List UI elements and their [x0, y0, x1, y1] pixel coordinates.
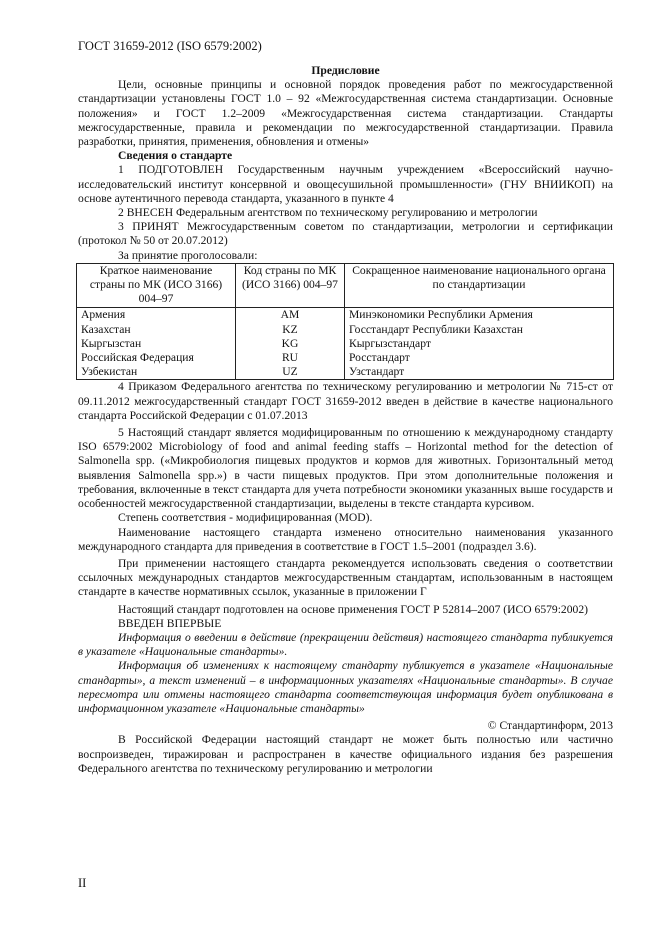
table-row — [77, 351, 614, 365]
item-1: 1 ПОДГОТОВЛЕН Государственным научным учреждением «Всероссийский научно-исследовательский институт консервной и овощесушильной промышленности» (ГНУ ВНИИКОП) на основе аутентичного перевода стандарта, указанного в пункте 4 — [78, 163, 613, 205]
copyright: © Стандартинформ, 2013 — [487, 719, 613, 733]
body-cell: Минэкономики Республики Армения — [345, 308, 614, 323]
conformity-degree: Степень соответствия - модифицированная (MOD). — [118, 511, 373, 525]
rights-notice: В Российской Федерации настоящий стандарт не может быть полностью или частично воспроизведен, тиражирован и распространен в качестве официального издания без разрешения Федерального агентства по техническому регулированию и метрологии — [78, 733, 613, 775]
info-changes: Информация об изменениях к настоящему стандарту публикуется в указателе «Национальные стандарты», а текст изменений – в информационных указателях «Национальные стандарты». В случае пересмотра или отмены настоящего стандарта соответствующая информация будет опубликована в информационном указателе «Национальные стандарты» — [78, 659, 613, 715]
body-cell: Узстандарт — [345, 365, 614, 380]
country-cell: Узбекистан — [77, 365, 236, 380]
page-content — [78, 64, 613, 776]
page-title: Предисловие — [311, 64, 380, 77]
references-note: При применении настоящего стандарта рекомендуется использовать сведения о соответствии ссылочных международных стандартов межгосударственным стандартам, использованным в настоящем стандарте в качестве нормативных ссылок, указанные в приложении Г — [78, 556, 613, 599]
table-header-row — [77, 263, 614, 308]
section-subtitle: Сведения о стандарте — [118, 149, 233, 163]
document-header: ГОСТ 31659-2012 (ISO 6579:2002) — [78, 39, 262, 53]
votes-label: За принятие проголосовали: — [118, 248, 258, 262]
introduced-first: ВВЕДЕН ВПЕРВЫЕ — [118, 616, 222, 630]
code-cell: RU — [236, 351, 345, 365]
table-row — [77, 308, 614, 323]
code-cell: KZ — [236, 323, 345, 337]
table-row — [77, 365, 614, 380]
country-cell: Армения — [77, 308, 236, 323]
code-cell: AM — [236, 308, 345, 323]
voting-table — [76, 263, 614, 381]
page-number: II — [78, 876, 87, 890]
code-cell: KG — [236, 337, 345, 351]
item-3: 3 ПРИНЯТ Межгосударственным советом по стандартизации, метрологии и сертификации (протокол № 50 от 20.07.2012) — [78, 220, 613, 248]
item-5: 5 Настоящий стандарт является модифицированным по отношению к международному стандарту ISO 6579:2002 Microbiology of food and animal feeding staffs – Horizontal method for the detection of Salmonella spp. («Микробиология пищевых продуктов и кормов для животных. Горизонтальный метод выявления Salmonella spp.») в части пищевых продуктов. При этом дополнительные положения и требования, включенные в текст стандарта для учета потребности экономики указанных выше государств и особенностей межгосударственной стандартизации, выделены в тексте стандарта курсивом. — [78, 426, 613, 511]
header-country: Краткое наименование страны по МК (ИСО 3166) 004–97 — [77, 263, 236, 308]
country-cell: Российская Федерация — [77, 351, 236, 365]
item-4: 4 Приказом Федерального агентства по техническому регулированию и метрологии № 715-ст от 09.11.2012 межгосударственный стандарт ГОСТ 31659-2012 введен в действие в качестве национального стандарта Российской Федерации с 01.07.2013 — [78, 380, 613, 422]
header-body: Сокращенное наименование национального органа по стандартизации — [345, 263, 614, 308]
body-cell: Кыргызстандарт — [345, 337, 614, 351]
intro-paragraph: Цели, основные принципы и основной порядок проведения работ по межгосударственной стандартизации установлены ГОСТ 1.0 – 92 «Межгосударственная система стандартизации. Основные положения» и ГОСТ 1.2–2009 «Межгосударственная система стандартизации. Стандарты межгосударственные, правила и рекомендации по межгосударственной стандартизации. Правила разработки, принятия, применения, обновления и отмены» — [78, 78, 613, 149]
country-cell: Кыргызстан — [77, 337, 236, 351]
code-cell: UZ — [236, 365, 345, 380]
body-cell: Росстандарт — [345, 351, 614, 365]
info-introduction: Информация о введении в действие (прекращении действия) настоящего стандарта публикуется в указателе «Национальные стандарты». — [78, 630, 613, 659]
header-code: Код страны по МК (ИСО 3166) 004–97 — [236, 263, 345, 308]
table-row — [77, 337, 614, 351]
item-2: 2 ВНЕСЕН Федеральным агентством по техническому регулированию и метрологии — [118, 206, 538, 220]
basis-note: Настоящий стандарт подготовлен на основе применения ГОСТ Р 52814–2007 (ИСО 6579:2002) — [118, 602, 588, 616]
table-row — [77, 323, 614, 337]
body-cell: Госстандарт Республики Казахстан — [345, 323, 614, 337]
country-cell: Казахстан — [77, 323, 236, 337]
name-change-note: Наименование настоящего стандарта изменено относительно наименования указанного международного стандарта для приведения в соответствие в ГОСТ 1.5–2001 (подраздел 3.6). — [78, 525, 613, 553]
